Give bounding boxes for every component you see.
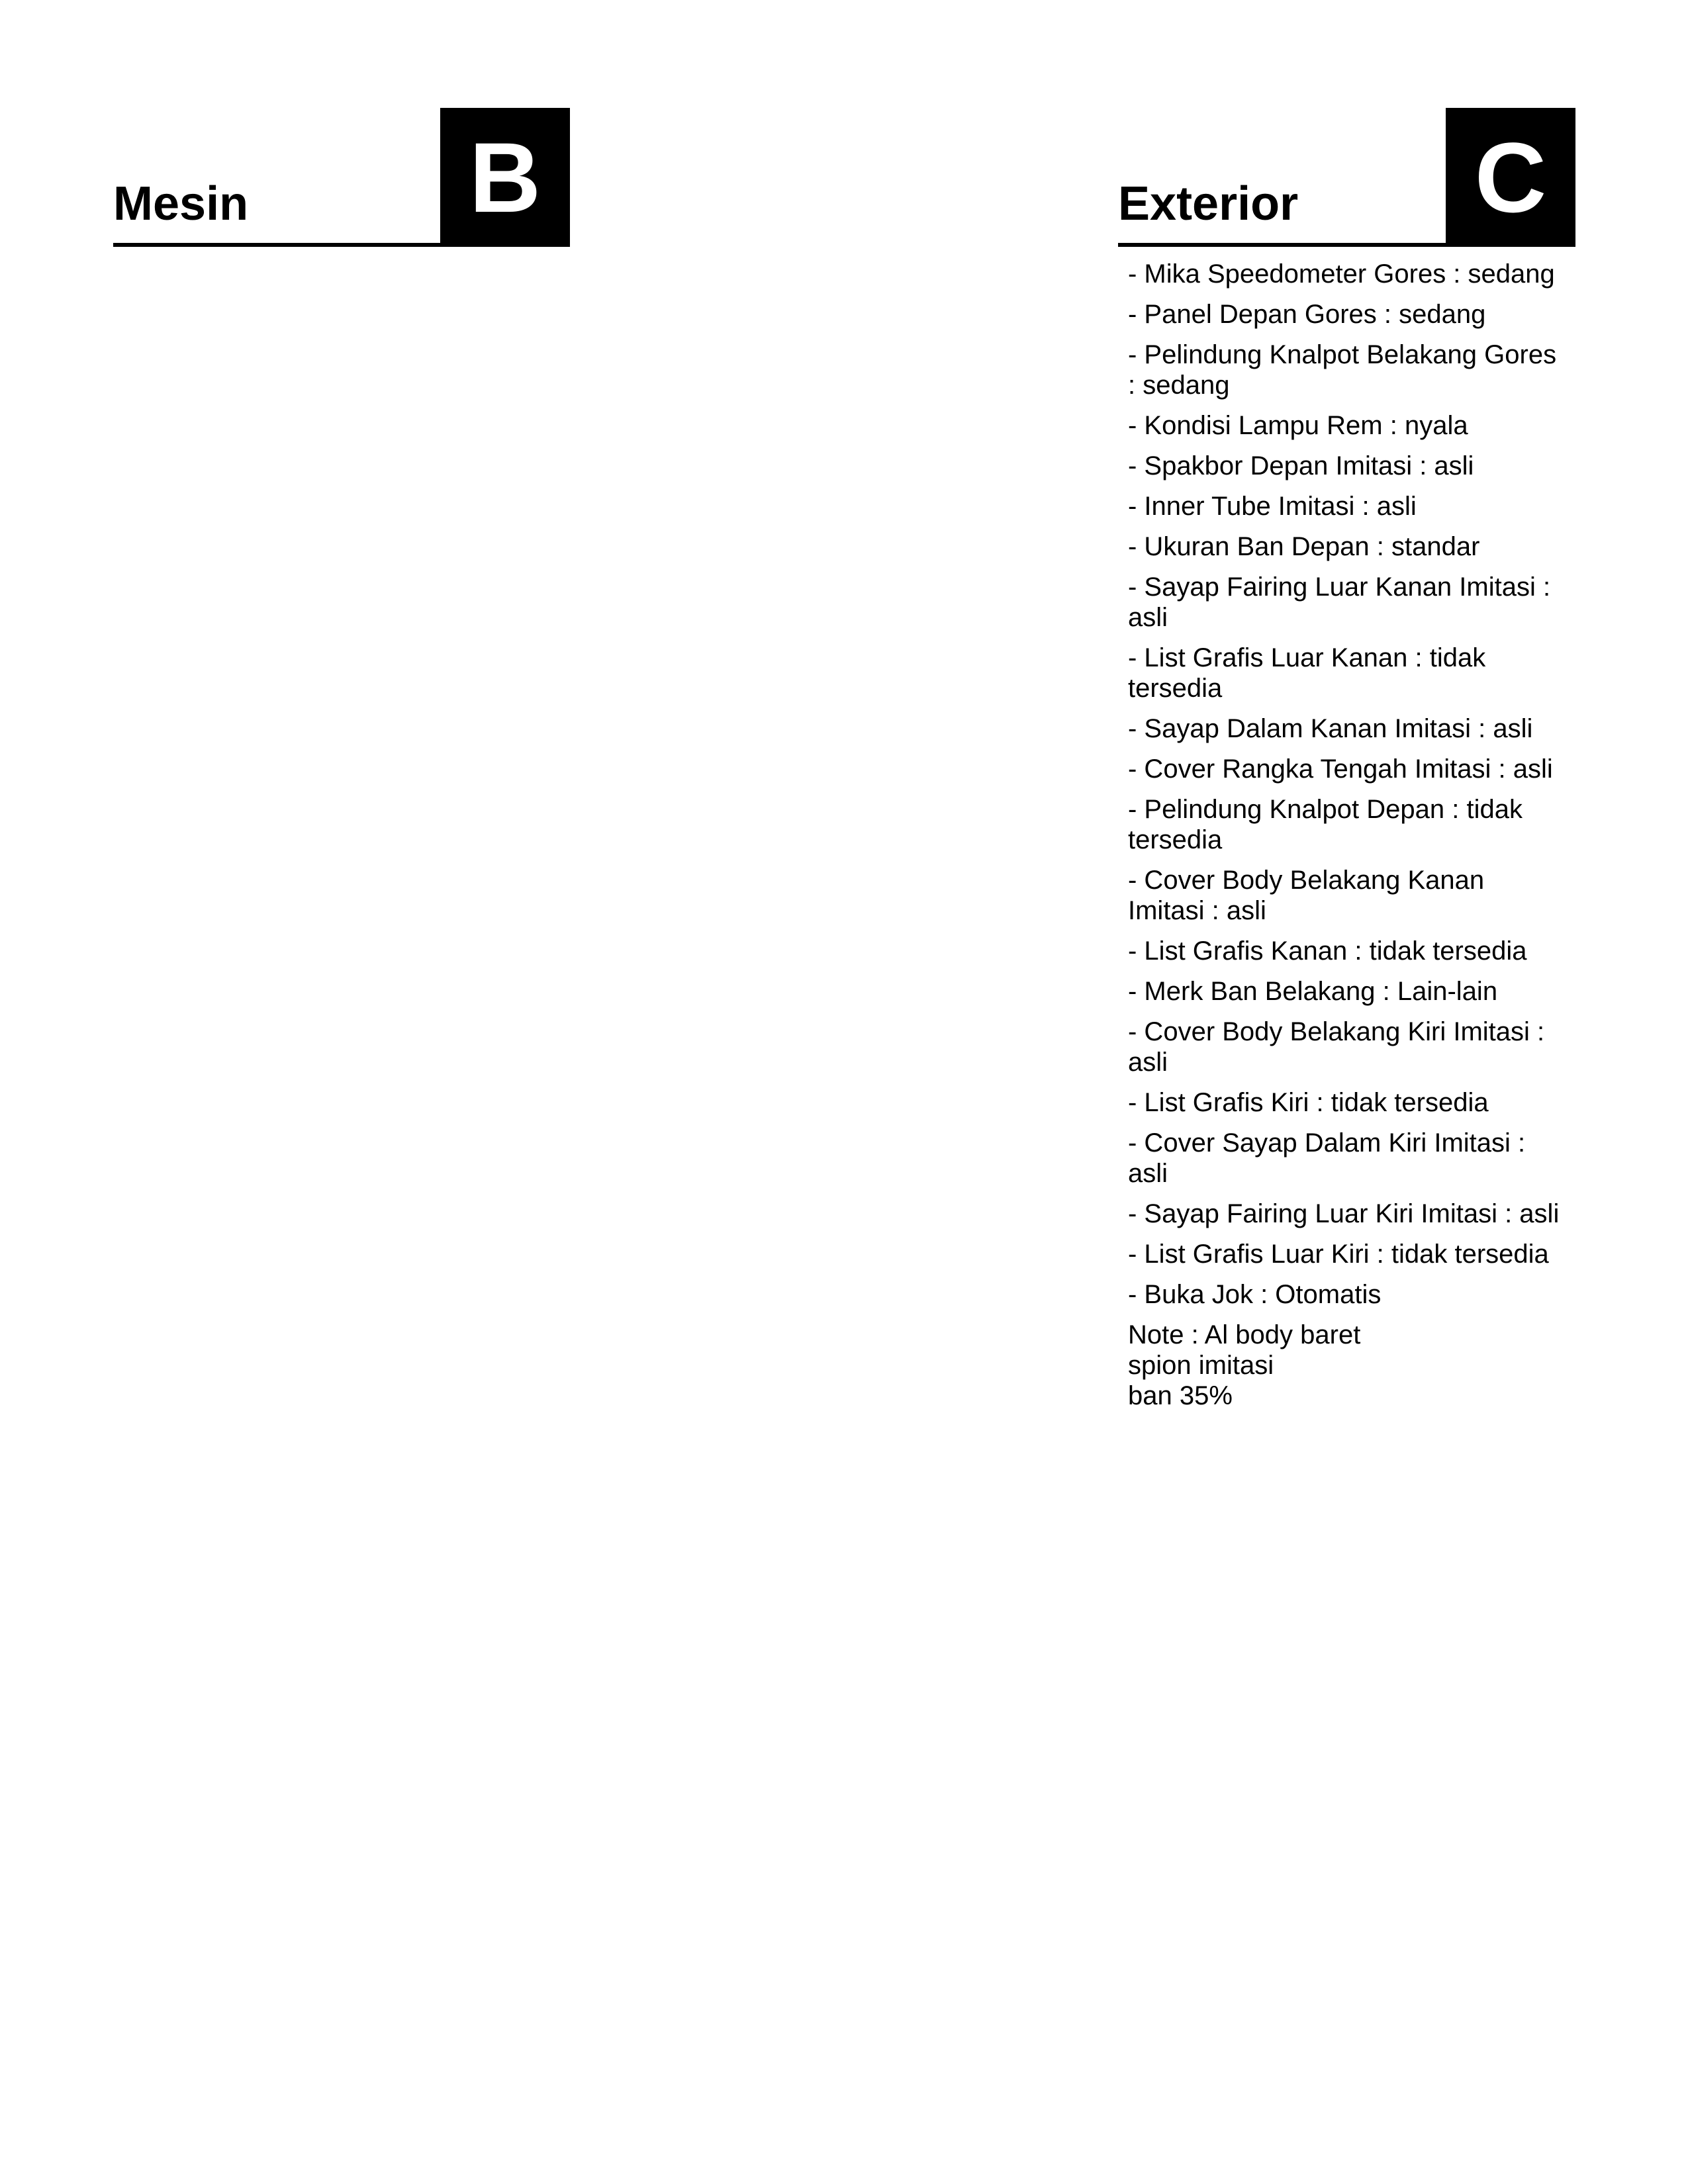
list-item: - List Grafis Luar Kiri : tidak tersedia — [1128, 1240, 1549, 1269]
list-item: - Pelindung Knalpot Belakang Gores : sedang — [1128, 340, 1557, 400]
list-item: - List Grafis Kanan : tidak tersedia — [1128, 936, 1527, 966]
exterior-item-list — [1128, 259, 1565, 1411]
list-item: - Inner Tube Imitasi : asli — [1128, 492, 1417, 521]
section-mesin — [113, 108, 570, 247]
list-item: - Buka Jok : Otomatis — [1128, 1280, 1382, 1309]
section-divider — [1118, 243, 1575, 247]
section-title: Exterior — [1118, 177, 1299, 230]
list-item: - Ukuran Ban Depan : standar — [1128, 532, 1480, 561]
section-header — [1118, 108, 1575, 247]
list-item: - Cover Sayap Dalam Kiri Imitasi : asli — [1128, 1128, 1526, 1188]
section-exterior — [1118, 108, 1575, 1410]
list-item: - Cover Body Belakang Kanan Imitasi : asli — [1128, 866, 1485, 925]
list-item: - Sayap Fairing Luar Kiri Imitasi : asli — [1128, 1199, 1560, 1228]
list-item: - Cover Body Belakang Kiri Imitasi : asli — [1128, 1017, 1545, 1077]
list-item: - Mika Speedometer Gores : sedang — [1128, 259, 1555, 289]
list-item: - Panel Depan Gores : sedang — [1128, 300, 1486, 329]
list-item: - Kondisi Lampu Rem : nyala — [1128, 411, 1468, 440]
list-item: - Spakbor Depan Imitasi : asli — [1128, 451, 1474, 480]
list-item: - Cover Rangka Tengah Imitasi : asli — [1128, 754, 1553, 784]
exterior-note: Note : Al body baret spion imitasi ban 35% — [1128, 1320, 1361, 1410]
list-item: - Sayap Dalam Kanan Imitasi : asli — [1128, 714, 1533, 743]
list-item: - Pelindung Knalpot Depan : tidak tersedia — [1128, 795, 1523, 854]
section-title: Mesin — [113, 177, 249, 230]
section-header — [113, 108, 570, 247]
list-item: - List Grafis Kiri : tidak tersedia — [1128, 1088, 1489, 1117]
list-item: - Merk Ban Belakang : Lain-lain — [1128, 977, 1498, 1006]
section-divider — [113, 243, 570, 247]
section-badge: C — [1446, 108, 1575, 247]
list-item: - Sayap Fairing Luar Kanan Imitasi : asli — [1128, 572, 1551, 632]
section-badge: B — [440, 108, 570, 247]
list-item: - List Grafis Luar Kanan : tidak tersedia — [1128, 643, 1486, 703]
